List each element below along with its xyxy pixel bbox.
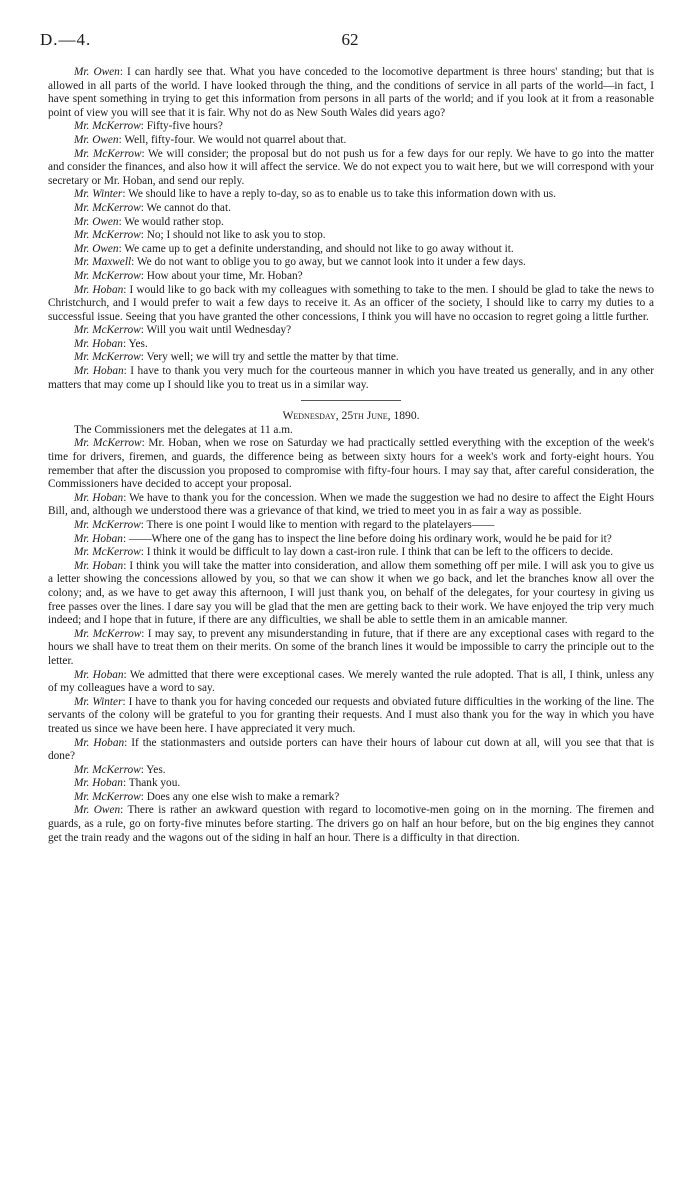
speaker-name: Mr. McKerrow — [74, 790, 141, 803]
speaker-name: Mr. Owen — [74, 242, 119, 255]
paragraph — [48, 777, 654, 791]
speaker-name: Mr. Hoban — [74, 365, 124, 378]
speaker-name: Mr. Hoban — [74, 559, 124, 572]
paragraph-text: : We do not want to oblige you to go away, but we cannot look into it under a few days. — [131, 256, 526, 269]
paragraph — [48, 229, 654, 243]
document-reference: D.—4. — [40, 30, 92, 49]
speaker-name: Mr. Owen — [74, 215, 119, 228]
speaker-name: Mr. McKerrow — [74, 763, 141, 776]
paragraph — [48, 216, 654, 230]
paragraph-text: : How about your time, Mr. Hoban? — [140, 269, 303, 282]
speaker-name: Mr. Hoban — [74, 337, 123, 350]
section-heading: Wednesday, 25th June, 1890. — [282, 409, 420, 423]
paragraph — [48, 351, 654, 365]
paragraph-text: The Commissioners met the delegates at 11 a.m. — [74, 423, 293, 436]
paragraph — [48, 546, 654, 560]
paragraph-text: : I have to thank you for having conceded our requests and obviated future difficulties in the working of the line. The servants of the colony will be grateful to you for granting their requests. And I must also thank you for the way in which you have treated us since we have been here. I have appreciated it very much. — [48, 695, 655, 735]
speaker-name: Mr. McKerrow — [74, 229, 141, 242]
speaker-name: Mr. McKerrow — [74, 351, 141, 364]
paragraph — [48, 202, 654, 216]
paragraph — [48, 256, 654, 270]
paragraph-text: : We came up to get a definite understanding, and should not like to go away without it. — [118, 242, 514, 255]
paragraph-text: : We cannot do that. — [140, 201, 231, 214]
paragraph — [48, 437, 654, 491]
speaker-name: Mr. McKerrow — [74, 627, 142, 640]
paragraph-text: : We will consider; the proposal but do not push us for a few days for our reply. We have to go into the matter and consider the finances, and also how it will affect the service. We do not expect you to wait here, but we will correspond with your secretary or Mr. Hoban, and send our reply. — [48, 147, 654, 187]
paragraph-text: : Yes. — [122, 337, 148, 350]
paragraph — [48, 804, 654, 845]
speaker-name: Mr. Hoban — [74, 668, 124, 681]
page-number: 62 — [341, 30, 359, 49]
paragraph-text: : ——Where one of the gang has to inspect the line before doing his ordinary work, would he be paid for it? — [122, 532, 612, 545]
speaker-name: Mr. Hoban — [74, 283, 124, 296]
paragraph — [48, 424, 654, 438]
paragraph-text: : Does any one else wish to make a remark? — [140, 790, 340, 803]
speaker-name: Mr. McKerrow — [74, 324, 141, 337]
speaker-name: Mr. McKerrow — [74, 546, 141, 559]
paragraph — [48, 365, 654, 392]
paragraph-text: : There is one point I would like to mention with regard to the platelayers—— — [140, 519, 495, 531]
paragraph — [48, 134, 654, 148]
speaker-name: Mr. Hoban — [74, 491, 124, 504]
paragraph-text: : We admitted that there were exceptional cases. We merely wanted the rule adopted. That is all, I think, unless any of my colleagues have a word to say. — [48, 668, 654, 695]
paragraph-text: : I would like to go back with my colleagues with something to take to the men. I should be glad to take the news to Christchurch, and I would prefer to wait a few days to receive it. As an officer of the society, I should like to carry my duties to a successful issue. Seeing that you have granted the other concessions, I think you will have no occasion to regret going a little further. — [48, 283, 654, 323]
paragraph-text: : I can hardly see that. What you have conceded to the locomotive department is three hours' standing; but that is allowed in all parts of the world. I have looked through the thing, and the conditions of service in all parts of the world—in fact, I have spent something in trying to get this information from persons in all parts of the world; and if you look at it from a reasonable point of view you will see that it is fair. Why not do as New South Wales did years ago? — [48, 66, 654, 119]
speaker-name: Mr. Hoban — [74, 736, 125, 749]
paragraph-text: : If the stationmasters and outside porters can have their hours of labour cut down at all, will you see that that is done? — [48, 736, 654, 763]
paragraph — [48, 764, 654, 778]
paragraph-text: : I have to thank you very much for the courteous manner in which you have treated us generally, and in any other matters that may come up I should like you to treat us in a similar way. — [48, 365, 654, 391]
paragraph — [48, 324, 654, 338]
proceedings-after — [48, 424, 654, 845]
speaker-name: Mr. McKerrow — [74, 269, 141, 282]
page-header — [40, 30, 660, 52]
paragraph-text: : Well, fifty-four. We would not quarrel about that. — [118, 133, 347, 146]
speaker-name: Mr. McKerrow — [74, 437, 142, 450]
paragraph-text: : We have to thank you for the concession. When we made the suggestion we had no desire to affect the Eight Hours Bill, and, although we understood there was a grievance of that kind, we tried to meet you in as fair a way as possible. — [48, 491, 654, 518]
paragraph — [48, 791, 654, 805]
paragraph-text: : Very well; we will try and settle the matter by that time. — [140, 351, 399, 364]
proceedings-before — [48, 66, 654, 392]
paragraph-text: : Fifty-five hours? — [140, 120, 223, 133]
paragraph-text: : There is rather an awkward question with regard to locomotive-men going on in the morning. The firemen and guards, as a rule, go on forty-five minutes before starting. The drivers go on half an hour before, but on the big engines they cannot get the train ready and the wagons out of the siding in half an hour. There is a difficulty in that direction. — [48, 804, 655, 844]
paragraph-text: : I think you will take the matter into consideration, and allow them something off per mile. I will ask you to give us a letter showing the concessions allowed by you, so that we can show it when we go back, and let the branches know all over the colony; and, as we have to get away this afternoon, I will just thank you, on behalf of the delegates, for your courtesy in giving us free passes over the lines. I dare say you will be glad that the men are getting back to their work. We have enjoyed the trip very much indeed; and I hope that in future, if there are any difficulties, we shall be able to settle them in an amicable manner. — [48, 559, 654, 627]
paragraph-text: : We should like to have a reply to-day, so as to enable us to take this information down with us. — [122, 188, 556, 201]
speaker-name: Mr. McKerrow — [74, 147, 142, 160]
speaker-name: Mr. Hoban — [74, 777, 123, 790]
paragraph-text: : No; I should not like to ask you to stop. — [140, 229, 326, 242]
speaker-name: Mr. McKerrow — [74, 120, 141, 133]
paragraph — [48, 284, 654, 325]
speaker-name: Mr. Owen — [74, 133, 119, 146]
paragraph-text: : Yes. — [140, 763, 166, 776]
paragraph — [48, 270, 654, 284]
paragraph-text: : We would rather stop. — [118, 215, 224, 228]
paragraph — [48, 669, 654, 696]
paragraph — [48, 737, 654, 764]
paragraph — [48, 519, 654, 533]
speaker-name: Mr. McKerrow — [74, 519, 141, 531]
paragraph-text: : I may say, to prevent any misunderstanding in future, that if there are any exceptional cases with regard to the hours we shall have to treat them on their merits. On some of the branch lines it would be impossible to carry the principle out to the letter. — [48, 627, 654, 667]
document-body — [48, 66, 654, 845]
speaker-name: Mr. Hoban — [74, 532, 123, 545]
paragraph — [48, 148, 654, 189]
paragraph-text: : Thank you. — [122, 777, 181, 790]
paragraph — [48, 338, 654, 352]
speaker-name: Mr. Owen — [74, 804, 121, 817]
paragraph — [48, 533, 654, 547]
speaker-name: Mr. Winter — [74, 695, 123, 708]
paragraph — [48, 492, 654, 519]
paragraph-text: : I think it would be difficult to lay down a cast-iron rule. I think that can be left to the officers to decide. — [140, 546, 614, 559]
paragraph — [48, 696, 654, 737]
paragraph-text: : Will you wait until Wednesday? — [140, 324, 292, 337]
paragraph — [48, 243, 654, 257]
paragraph — [48, 120, 654, 134]
speaker-name: Mr. Maxwell — [74, 256, 132, 269]
paragraph — [48, 66, 654, 120]
speaker-name: Mr. Owen — [74, 66, 120, 78]
speaker-name: Mr. McKerrow — [74, 201, 141, 214]
paragraph — [48, 628, 654, 669]
section-divider — [301, 400, 401, 401]
paragraph — [48, 560, 654, 628]
speaker-name: Mr. Winter — [74, 188, 123, 201]
paragraph-text: : Mr. Hoban, when we rose on Saturday we had practically settled everything with the exception of the week's time for drivers, firemen, and guards, the difference being as between sixty hours for a week's work and forty-eight hours. You remember that after the discussion you proposed to compromise with fifty-four hours. I may say that, after careful consideration, the Commissioners have decided to accept your proposal. — [48, 437, 654, 491]
paragraph — [48, 188, 654, 202]
